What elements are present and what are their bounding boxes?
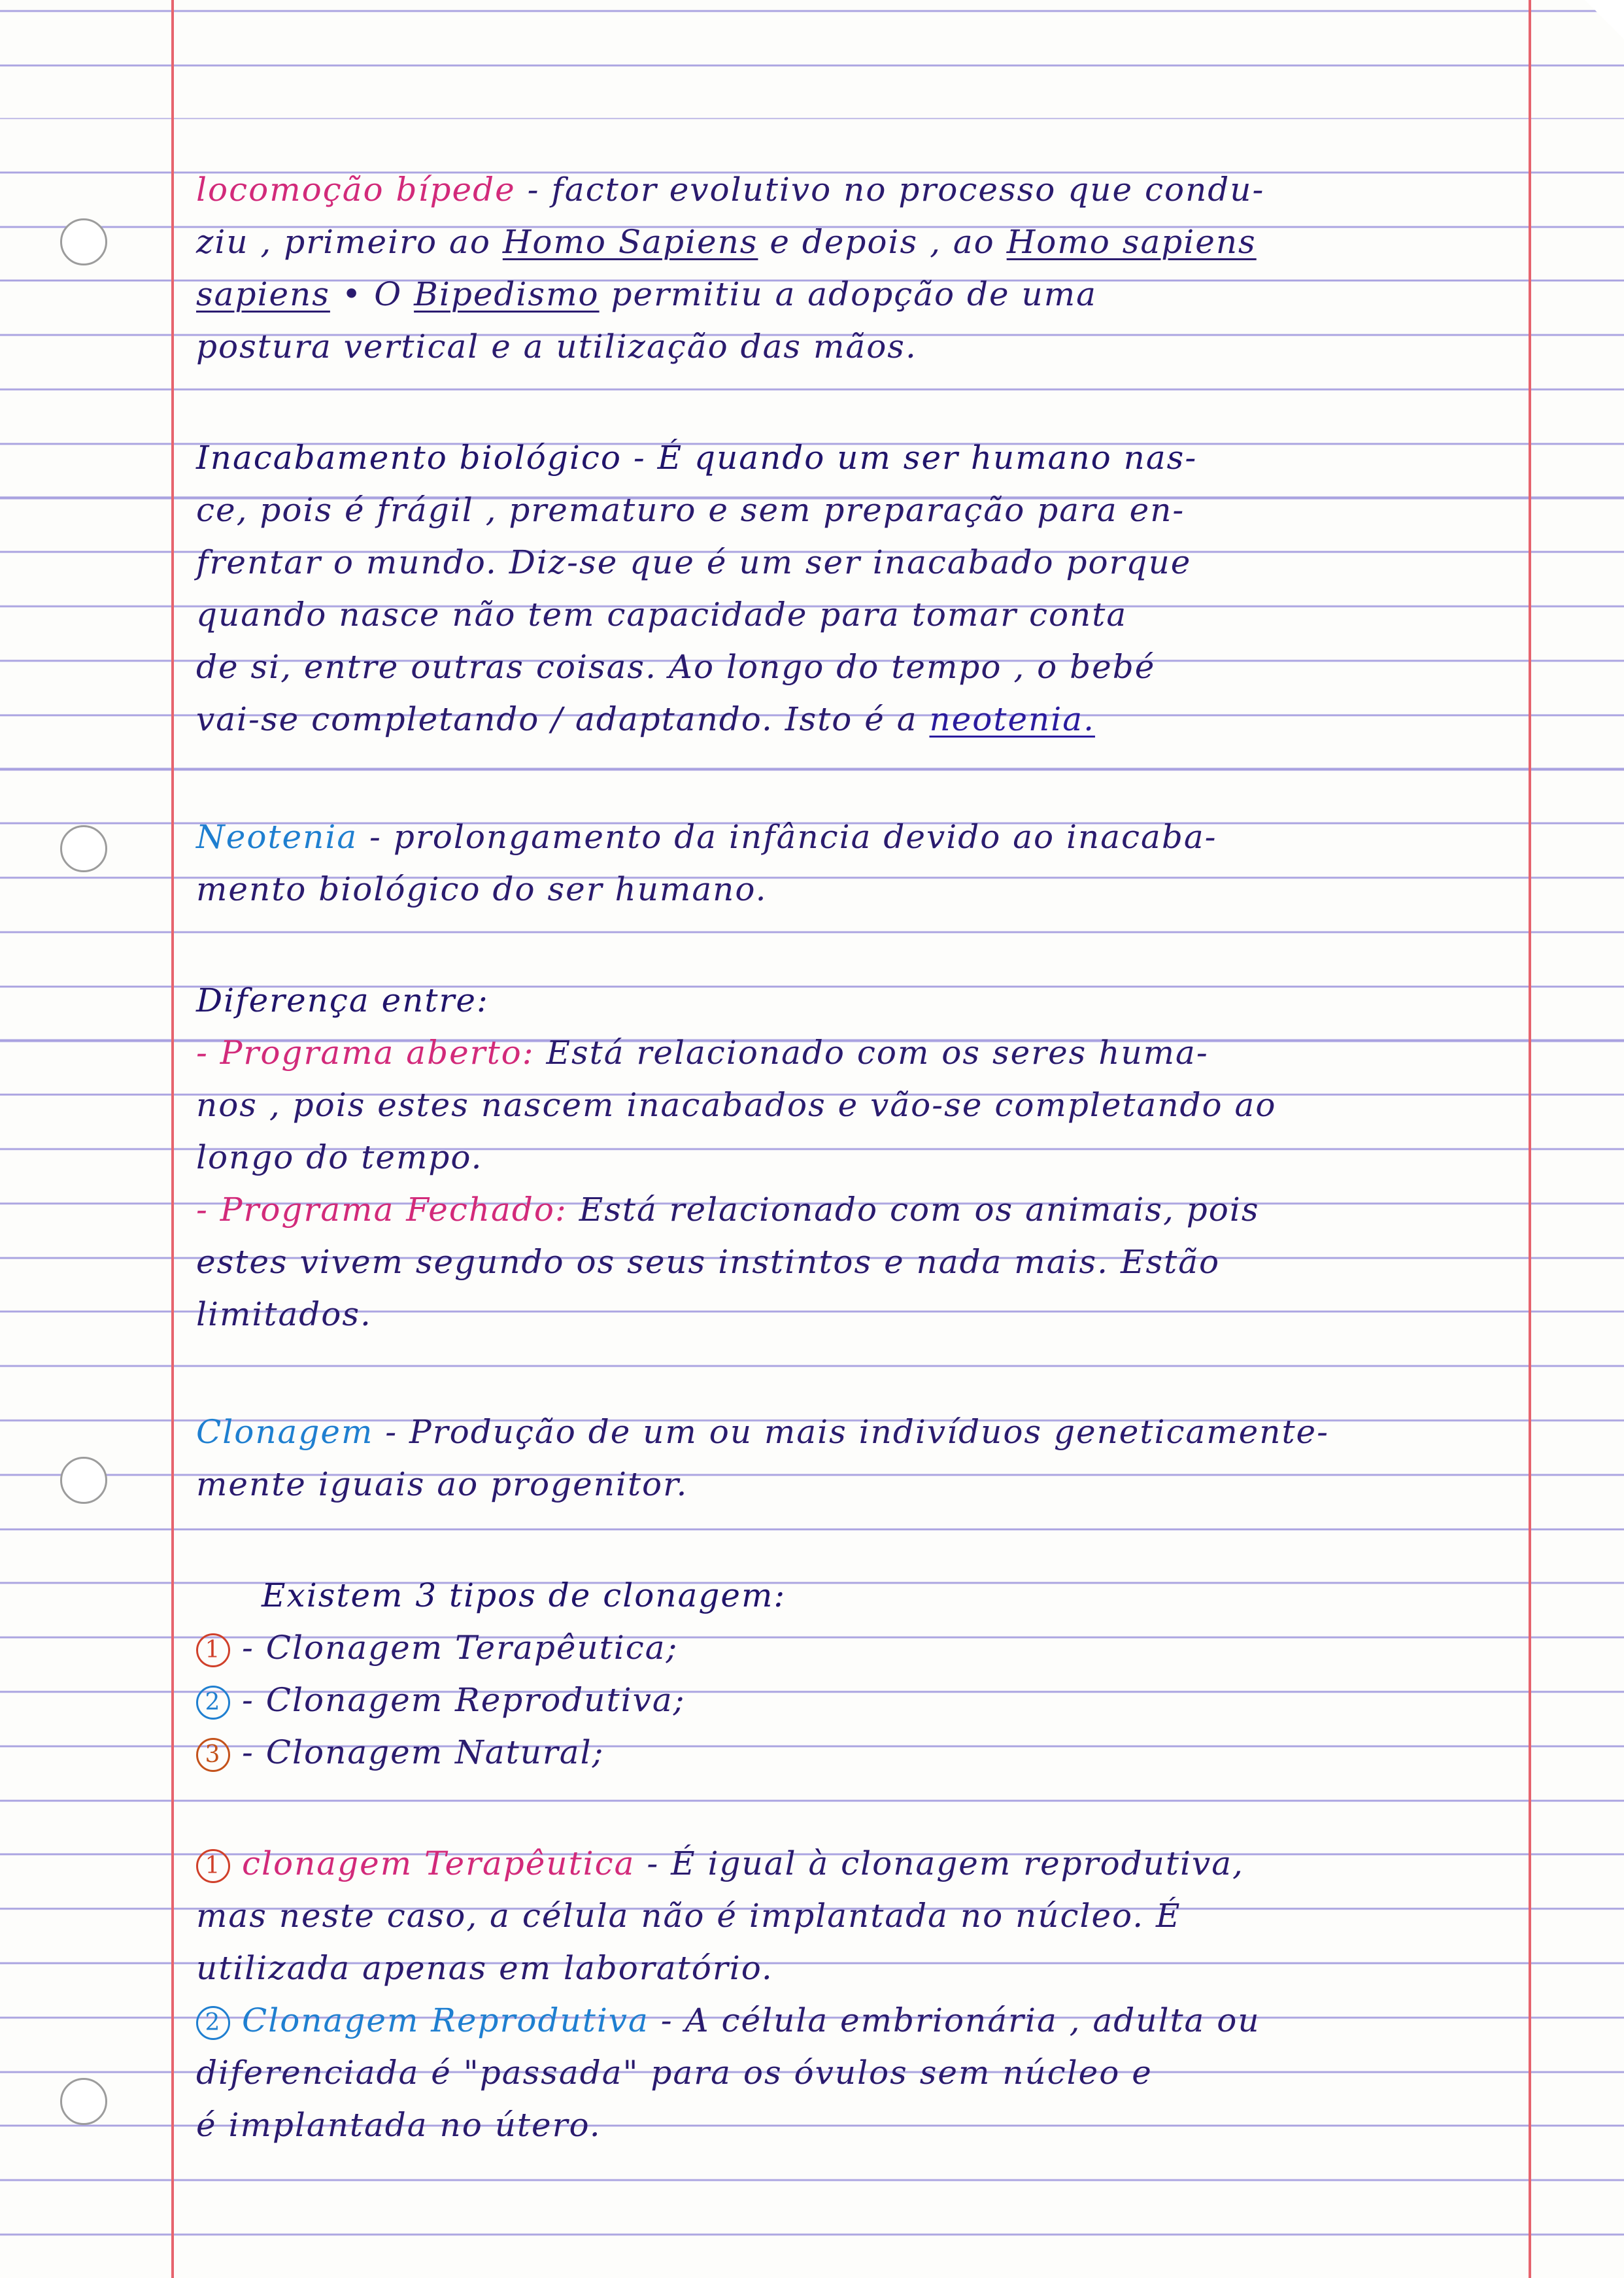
inacabamento-line-1: Inacabamento biológico - É quando um ser humano nas-	[196, 439, 1198, 477]
inacabamento-line-5: de si, entre outras coisas. Ao longo do tempo , o bebé	[196, 648, 1156, 686]
right-margin-line	[1529, 0, 1531, 2278]
locomocao-line-2: ziu , primeiro ao Homo Sapiens e depois , ao Homo sapiens	[196, 223, 1257, 261]
locomocao-line-1: locomoção bípede - factor evolutivo no processo que condu-	[196, 171, 1265, 209]
programa-aberto-line-2: nos , pois estes nascem inacabados e vão-se completando ao	[196, 1086, 1277, 1124]
term-programa-aberto: - Programa aberto:	[196, 1034, 535, 1072]
term-clonagem-reprodutiva: Clonagem Reprodutiva	[242, 2001, 649, 2039]
term-programa-fechado: - Programa Fechado:	[196, 1191, 567, 1229]
tipo-clonagem-item: 3 - Clonagem Natural;	[196, 1726, 604, 1778]
term-bipedismo: Bipedismo	[414, 275, 600, 313]
number-3-circle-icon: 3	[196, 1738, 230, 1772]
tipos-clonagem-heading: Existem 3 tipos de clonagem:	[262, 1576, 787, 1614]
terapeutica-line-3: utilizada apenas em laboratório.	[196, 1949, 773, 1987]
binder-hole	[60, 825, 107, 872]
inacabamento-line-4: quando nasce não tem capacidade para tomar conta	[196, 596, 1128, 634]
terapeutica-line-2: mas neste caso, a célula não é implantada no núcleo. É	[196, 1897, 1181, 1935]
locomocao-line-4: postura vertical e a utilização das mãos.	[196, 328, 917, 366]
reprodutiva-line-1: 2 Clonagem Reprodutiva - A célula embrionária , adulta ou	[196, 1994, 1260, 2047]
locomocao-line-3: sapiens • O Bipedismo permitiu a adopção de uma	[196, 275, 1097, 313]
binder-hole	[60, 2078, 107, 2125]
programa-fechado-line-1: - Programa Fechado: Está relacionado com os animais, pois	[196, 1191, 1260, 1229]
term-clonagem-terapeutica: clonagem Terapêutica	[242, 1844, 635, 1882]
programa-aberto-line-3: longo do tempo.	[196, 1138, 483, 1176]
tipo-clonagem-item: 2 - Clonagem Reprodutiva;	[196, 1674, 686, 1726]
binder-hole	[60, 218, 107, 265]
programa-fechado-line-3: limitados.	[196, 1295, 372, 1333]
diferenca-heading: Diferença entre:	[196, 981, 489, 1019]
number-1-circle-icon: 1	[196, 1849, 230, 1883]
reprodutiva-line-3: é implantada no útero.	[196, 2106, 601, 2144]
terapeutica-line-1: 1 clonagem Terapêutica - É igual à clonagem reprodutiva,	[196, 1837, 1244, 1890]
number-1-circle-icon: 1	[196, 1633, 230, 1667]
term-homo-sapiens: Homo Sapiens	[502, 223, 758, 261]
left-margin-line	[171, 0, 174, 2278]
term-homo-sapiens-sapiens: Homo sapiens	[1006, 223, 1257, 261]
reprodutiva-line-2: diferenciada é "passada" para os óvulos sem núcleo e	[196, 2054, 1153, 2092]
neotenia-line-2: mento biológico do ser humano.	[196, 870, 768, 908]
number-2-circle-icon: 2	[196, 1686, 230, 1720]
term-clonagem: Clonagem	[196, 1413, 374, 1451]
page-corner-fold	[1585, 0, 1624, 39]
programa-aberto-line-1: - Programa aberto: Está relacionado com os seres huma-	[196, 1034, 1209, 1072]
inacabamento-line-6: vai-se completando / adaptando. Isto é a neotenia.	[196, 700, 1095, 738]
programa-fechado-line-2: estes vivem segundo os seus instintos e nada mais. Estão	[196, 1243, 1221, 1281]
inacabamento-line-2: ce, pois é frágil , prematuro e sem preparação para en-	[196, 491, 1185, 529]
clonagem-line-1: Clonagem - Produção de um ou mais indivíduos geneticamente-	[196, 1413, 1330, 1451]
term-neotenia: Neotenia	[196, 818, 358, 856]
inacabamento-line-3: frentar o mundo. Diz-se que é um ser inacabado porque	[196, 543, 1192, 581]
term-neotenia-ref: neotenia.	[929, 700, 1095, 738]
binder-hole	[60, 1457, 107, 1504]
number-2-circle-icon: 2	[196, 2006, 230, 2040]
tipo-clonagem-item: 1 - Clonagem Terapêutica;	[196, 1622, 678, 1674]
neotenia-line-1: Neotenia - prolongamento da infância devido ao inacaba-	[196, 818, 1217, 856]
clonagem-line-2: mente iguais ao progenitor.	[196, 1465, 688, 1503]
term-locomocao-bipede: locomoção bípede	[196, 171, 516, 209]
